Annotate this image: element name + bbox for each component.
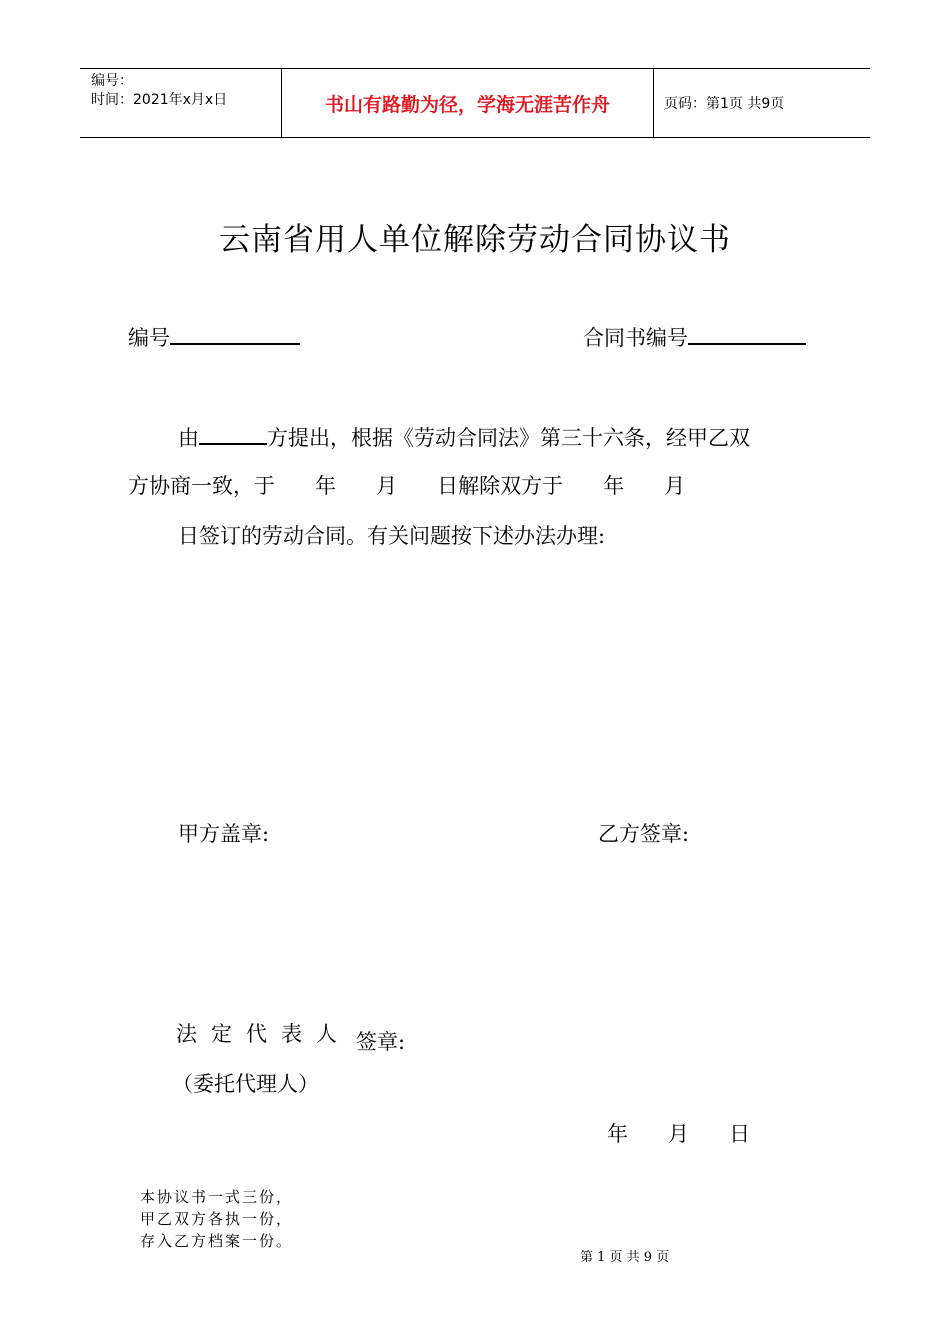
number-label: 编号 xyxy=(128,326,170,350)
sign-seal-label: 签章: xyxy=(356,1030,406,1054)
paragraph-line-1-a: 由 xyxy=(178,426,199,450)
party-b-sign-label: 乙方签章: xyxy=(598,822,690,846)
paragraph-line-1-b: 方提出，根据《劳动合同法》第三十六条，经甲乙双 xyxy=(267,426,750,450)
header-motto: 书山有路勤为径，学海无涯苦作舟 xyxy=(281,69,654,137)
document-header xyxy=(80,68,870,138)
party-a-seal-label: 甲方盖章: xyxy=(178,822,270,846)
header-meta xyxy=(80,69,280,137)
number-field xyxy=(128,322,300,352)
document-title: 云南省用人单位解除劳动合同协议书 xyxy=(219,222,731,258)
header-time-label: 时间：2021年x月x日 xyxy=(91,92,228,108)
date-line: 年 月 日 xyxy=(607,1122,751,1146)
paragraph-line-2: 方协商一致，于 年 月 日解除双方于 年 月 xyxy=(128,474,686,498)
contract-number-field xyxy=(583,322,806,352)
contract-number-blank[interactable] xyxy=(688,323,806,345)
copies-note xyxy=(140,1186,293,1252)
number-blank[interactable] xyxy=(170,323,300,345)
note-line: 甲乙双方各执一份， xyxy=(140,1210,294,1228)
note-line: 本协议书一式三份， xyxy=(140,1188,294,1206)
paragraph-line-1 xyxy=(178,422,750,452)
contract-number-label: 合同书编号 xyxy=(583,326,688,350)
header-number-label: 编号： xyxy=(91,73,133,89)
header-page-info: 页码：第1页 共9页 xyxy=(664,96,785,112)
note-line: 存入乙方档案一份。 xyxy=(140,1232,294,1250)
paragraph-line-3: 日签订的劳动合同。有关问题按下述办法办理: xyxy=(178,524,606,548)
legal-representative-label: 法定代表人 xyxy=(176,1022,351,1046)
agent-label: （委托代理人） xyxy=(172,1072,319,1096)
proposer-blank[interactable] xyxy=(199,423,267,445)
page-footer: 第 1 页 共 9 页 xyxy=(580,1250,670,1265)
